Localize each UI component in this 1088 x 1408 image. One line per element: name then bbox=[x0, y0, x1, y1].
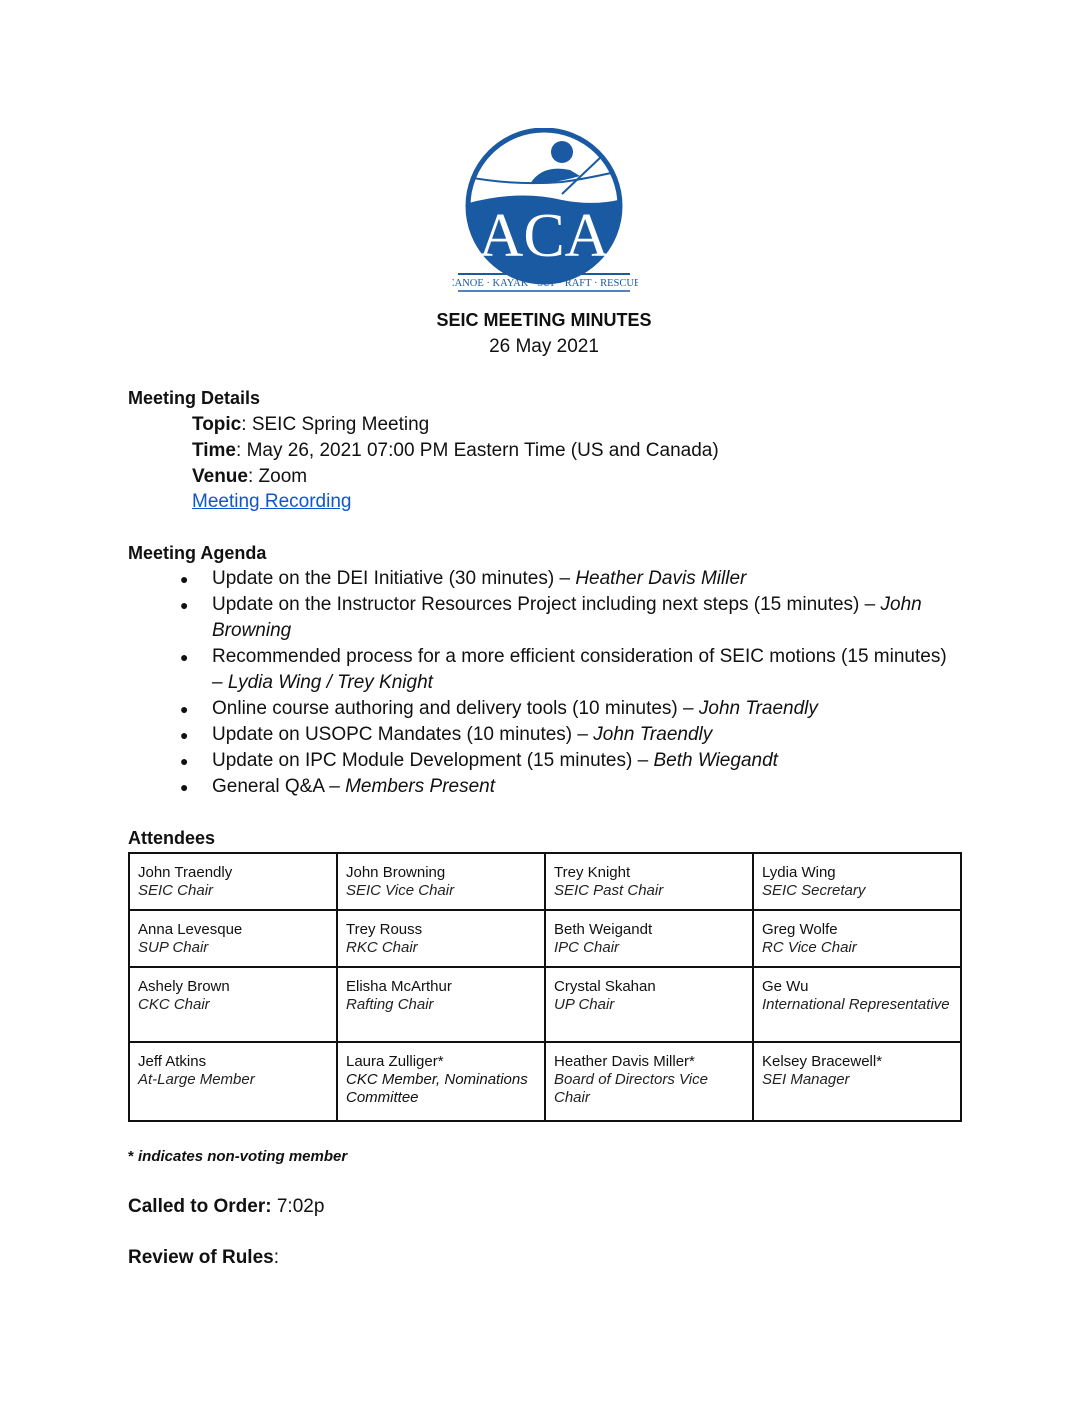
called-to-order-value: 7:02p bbox=[271, 1196, 325, 1217]
attendee-role: Board of Directors Vice Chair bbox=[554, 1071, 708, 1106]
logo-letters: ACA bbox=[478, 202, 610, 270]
attendee-role: CKC Chair bbox=[138, 996, 210, 1013]
table-row bbox=[129, 1042, 961, 1121]
attendee-name: Anna Levesque bbox=[138, 921, 243, 938]
attendee-cell bbox=[337, 910, 545, 967]
document-title: SEIC MEETING MINUTES bbox=[436, 310, 652, 330]
agenda-presenter: Heather Davis Miller bbox=[575, 568, 747, 589]
footnote-text: indicates non-voting member bbox=[133, 1148, 348, 1165]
attendee-name: Ashely Brown bbox=[138, 978, 230, 995]
attendee-name: Trey Knight bbox=[554, 864, 631, 881]
attendee-name: Crystal Skahan bbox=[554, 978, 656, 995]
attendee-cell bbox=[337, 967, 545, 1042]
attendee-name: John Browning bbox=[346, 864, 446, 881]
called-to-order bbox=[128, 1196, 324, 1218]
attendee-name: Kelsey Bracewell* bbox=[762, 1053, 883, 1070]
time-value: : May 26, 2021 07:00 PM Eastern Time (US and Canada) bbox=[236, 440, 719, 461]
table-row bbox=[129, 853, 961, 910]
recording-line bbox=[192, 491, 351, 513]
meeting-recording-link[interactable]: Meeting Recording bbox=[192, 491, 352, 512]
footnote-star: * bbox=[128, 1148, 134, 1165]
attendee-role: SEIC Chair bbox=[138, 882, 214, 899]
agenda-item: ● General Q&A – Members Present bbox=[128, 774, 958, 800]
non-voting-footnote bbox=[128, 1148, 347, 1165]
attendee-role: SEIC Secretary bbox=[762, 882, 866, 899]
bullet-icon: ● bbox=[180, 571, 189, 587]
meeting-details-heading: Meeting Details bbox=[128, 388, 261, 408]
agenda-item: ● Online course authoring and delivery tools (10 minutes) – John Traendly bbox=[128, 696, 958, 722]
attendee-cell bbox=[545, 967, 753, 1042]
logo-tagline: CANOE · KAYAK · SUP · RAFT · RESCUE bbox=[452, 278, 638, 289]
agenda-presenter: Lydia Wing / Trey Knight bbox=[227, 672, 433, 693]
attendee-name: Trey Rouss bbox=[346, 921, 423, 938]
review-of-rules-label: Review of Rules bbox=[128, 1247, 274, 1268]
attendee-role: SUP Chair bbox=[138, 939, 209, 956]
agenda-presenter: Beth Wiegandt bbox=[653, 750, 778, 771]
called-to-order-label: Called to Order: bbox=[128, 1196, 272, 1217]
attendee-role: SEI Manager bbox=[762, 1071, 850, 1088]
attendee-role: RC Vice Chair bbox=[762, 939, 857, 956]
topic-line bbox=[192, 414, 429, 436]
time-label: Time bbox=[192, 440, 237, 461]
attendee-cell bbox=[337, 853, 545, 910]
agenda-item: ● Update on the DEI Initiative (30 minutes) – Heather Davis Miller bbox=[128, 566, 958, 592]
venue-value: : Zoom bbox=[247, 466, 308, 487]
attendee-name: Beth Weigandt bbox=[554, 921, 653, 938]
table-row bbox=[129, 910, 961, 967]
attendee-cell bbox=[337, 1042, 545, 1121]
attendee-name: Laura Zulliger* bbox=[346, 1053, 444, 1070]
table-row bbox=[129, 967, 961, 1042]
attendee-cell bbox=[129, 1042, 337, 1121]
time-line bbox=[192, 440, 719, 462]
attendees-heading: Attendees bbox=[128, 828, 216, 848]
attendee-name: Lydia Wing bbox=[762, 864, 836, 881]
attendee-cell bbox=[753, 910, 961, 967]
attendee-cell bbox=[129, 910, 337, 967]
agenda-item: ● Update on the Instructor Resources Project including next steps (15 minutes) – John Browning bbox=[180, 594, 922, 641]
agenda-presenter: John Traendly bbox=[593, 724, 713, 745]
attendee-cell bbox=[753, 967, 961, 1042]
agenda-presenter: John Traendly bbox=[698, 698, 818, 719]
attendee-name: Elisha McArthur bbox=[346, 978, 452, 995]
attendee-cell bbox=[129, 853, 337, 910]
agenda-presenter: Members Present bbox=[345, 776, 496, 797]
attendee-role: RKC Chair bbox=[346, 939, 418, 956]
meeting-agenda-heading: Meeting Agenda bbox=[128, 543, 267, 563]
attendee-cell bbox=[753, 853, 961, 910]
attendee-role: CKC Member, Nominations Committee bbox=[346, 1071, 528, 1106]
bullet-icon: ● bbox=[180, 753, 189, 769]
document-date: 26 May 2021 bbox=[489, 336, 599, 357]
attendee-name: John Traendly bbox=[138, 864, 233, 881]
review-of-rules: Review of Rules: bbox=[128, 1247, 279, 1268]
attendee-cell bbox=[545, 853, 753, 910]
attendee-name: Ge Wu bbox=[762, 978, 809, 995]
topic-label: Topic bbox=[192, 414, 242, 435]
agenda-presenter: John Browning bbox=[212, 594, 922, 641]
agenda-list bbox=[128, 566, 958, 800]
attendee-cell bbox=[545, 910, 753, 967]
venue-label: Venue bbox=[192, 466, 248, 487]
bullet-icon: ● bbox=[180, 649, 189, 665]
attendee-cell bbox=[129, 967, 337, 1042]
attendee-role: International Representative bbox=[762, 996, 950, 1013]
attendee-role: SEIC Past Chair bbox=[554, 882, 664, 899]
attendee-cell bbox=[753, 1042, 961, 1121]
attendee-role: SEIC Vice Chair bbox=[346, 882, 455, 899]
attendee-name: Jeff Atkins bbox=[138, 1053, 207, 1070]
attendee-name: Heather Davis Miller* bbox=[554, 1053, 695, 1070]
agenda-item: ● Update on USOPC Mandates (10 minutes) – John Traendly bbox=[128, 722, 958, 748]
bullet-icon: ● bbox=[180, 727, 189, 743]
agenda-item: ● Recommended process for a more efficient consideration of SEIC motions (15 minutes) – Lydia Wing / Trey Knight bbox=[180, 646, 947, 693]
topic-value: : SEIC Spring Meeting bbox=[241, 414, 430, 435]
attendee-name: Greg Wolfe bbox=[762, 921, 838, 938]
attendee-role: IPC Chair bbox=[554, 939, 620, 956]
attendees-table bbox=[128, 852, 962, 1122]
agenda-item: ● Update on IPC Module Development (15 minutes) – Beth Wiegandt bbox=[128, 748, 958, 774]
venue-line bbox=[192, 466, 307, 488]
aca-logo bbox=[452, 128, 638, 292]
attendee-cell bbox=[545, 1042, 753, 1121]
bullet-icon: ● bbox=[180, 779, 189, 795]
bullet-icon: ● bbox=[180, 597, 189, 613]
aca-logo-graphic bbox=[452, 128, 638, 292]
attendee-role: UP Chair bbox=[554, 996, 615, 1013]
attendee-role: Rafting Chair bbox=[346, 996, 434, 1013]
bullet-icon: ● bbox=[180, 701, 189, 717]
attendee-role: At-Large Member bbox=[138, 1071, 255, 1088]
